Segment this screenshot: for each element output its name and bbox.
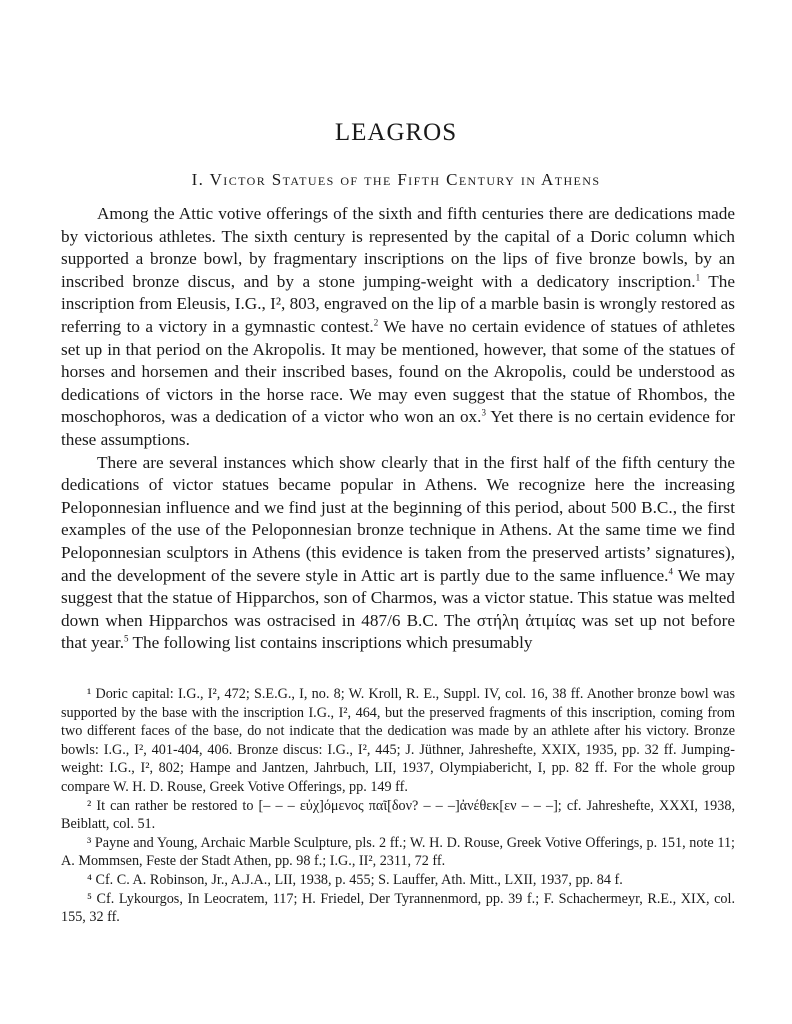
paragraph-1 — [61, 203, 735, 452]
paragraph-text: The following list contains inscriptions which presumably — [128, 633, 533, 653]
footnote-5: ⁵ Cf. Lykourgos, In Leocratem, 117; H. Friedel, Der Tyrannenmord, pp. 39 f.; F. Schachermeyr, R.E., XIX, col. 155, 32 ff. — [61, 890, 735, 926]
footnote-ref-5: 5 — [124, 633, 129, 644]
footnote-4: ⁴ Cf. C. A. Robinson, Jr., A.J.A., LII, 1938, p. 455; S. Lauffer, Ath. Mitt., LXII, 1937, pp. 84 f. — [87, 871, 623, 888]
paragraph-text: We have no certain evidence of statues of athletes set up in that period on the Akropolis. It may be mentioned, however, that some of the statues of horses and horsemen and their inscribed bases, found on the Akropolis, could be understood as dedications of victors in the horse race. We may even suggest that the statue of Rhombos, the moschophoros, was a dedication of a victor who won an ox. — [61, 316, 736, 427]
footnote-3: ³ Payne and Young, Archaic Marble Sculpture, pls. 2 ff.; W. H. D. Rouse, Greek Votive Offerings, p. 151, note 11; A. Mommsen, Feste der Stadt Athen, pp. 98 f.; I.G., II², 2311, 72 ff. — [61, 834, 735, 870]
paragraph-text: There are several instances which show clearly that in the first half of the fifth century the dedications of victor statues became popular in Athens. We recognize here the increasing Peloponnesian influence and we find just at the beginning of this period, about 500 B.C., the first examples of the use of the Peloponnesian bronze technique in Athens. At the same time we find Peloponnesian sculptors in Athens (this evidence is taken from the preserved artists’ signatures), and the development of the severe style in Attic art is partly due to the same influence. — [61, 452, 735, 585]
paragraph-text: Among the Attic votive offerings of the sixth and fifth centuries there are dedications made by victorious athletes. The sixth century is represented by the capital of a Doric column which supported a bronze bowl, by fragmentary inscriptions on the lips of five bronze bowls, by an inscribed bronze discus, and by a stone jumping-weight with a dedicatory inscription. — [61, 204, 735, 291]
footnote-ref-4: 4 — [668, 565, 673, 576]
footnote-1: ¹ Doric capital: I.G., I², 472; S.E.G., I, no. 8; W. Kroll, R. E., Suppl. IV, col. 16, 38 ff. Another bronze bowl was supported by the base with the inscription I.G., I², 464, but the preserved fragments of this inscription, coming from two different faces of the base, do not indicate that the dedication was made by an athlete after his victory. Bronze bowls: I.G., I², 401-404, 406. Bronze discus: I.G., I², 445; J. Jüthner, Jahreshefte, XXIX, 1935, pp. 32 ff. Jumping-weight: I.G., I², 802; Hampe and Jantzen, Jahrbuch, LII, 1937, Olympiabericht, I, pp. 82 ff. For the whole group compare W. H. D. Rouse, Greek Votive Offerings, pp. 149 ff. — [61, 686, 735, 795]
paragraph-text: Yet there is no certain evidence for these assumptions. — [61, 407, 735, 449]
footnotes — [61, 685, 735, 927]
paragraph-text: The inscription from Eleusis, I.G., I², 803, engraved on the lip of a marble basin is wrongly restored as referring to a victory in a gymnastic contest. — [61, 271, 735, 336]
footnote-2: ² It can rather be restored to [– – – εὐχ]όμενος παῖ[δον? – – –]ἀνέθεκ[εν – – –]; cf. Jahreshefte, XXXI, 1938, Beiblatt, col. 51. — [61, 797, 735, 833]
paragraph-text: We may suggest that the statue of Hipparchos, son of Charmos, was a victor statue. This statue was melted down when Hipparchos was ostracised in 487/6 B.C. The στήλη ἀτιμίας was set up not before that year. — [61, 565, 735, 653]
section-heading: I. Victor Statues of the Fifth Century in Athens — [191, 170, 601, 189]
footnote-ref-1: 1 — [695, 272, 701, 283]
article-body — [61, 203, 735, 655]
article-title: LEAGROS — [334, 119, 458, 146]
footnote-ref-2: 2 — [373, 317, 379, 328]
paragraph-2 — [61, 452, 735, 655]
footnote-ref-3: 3 — [481, 407, 486, 418]
